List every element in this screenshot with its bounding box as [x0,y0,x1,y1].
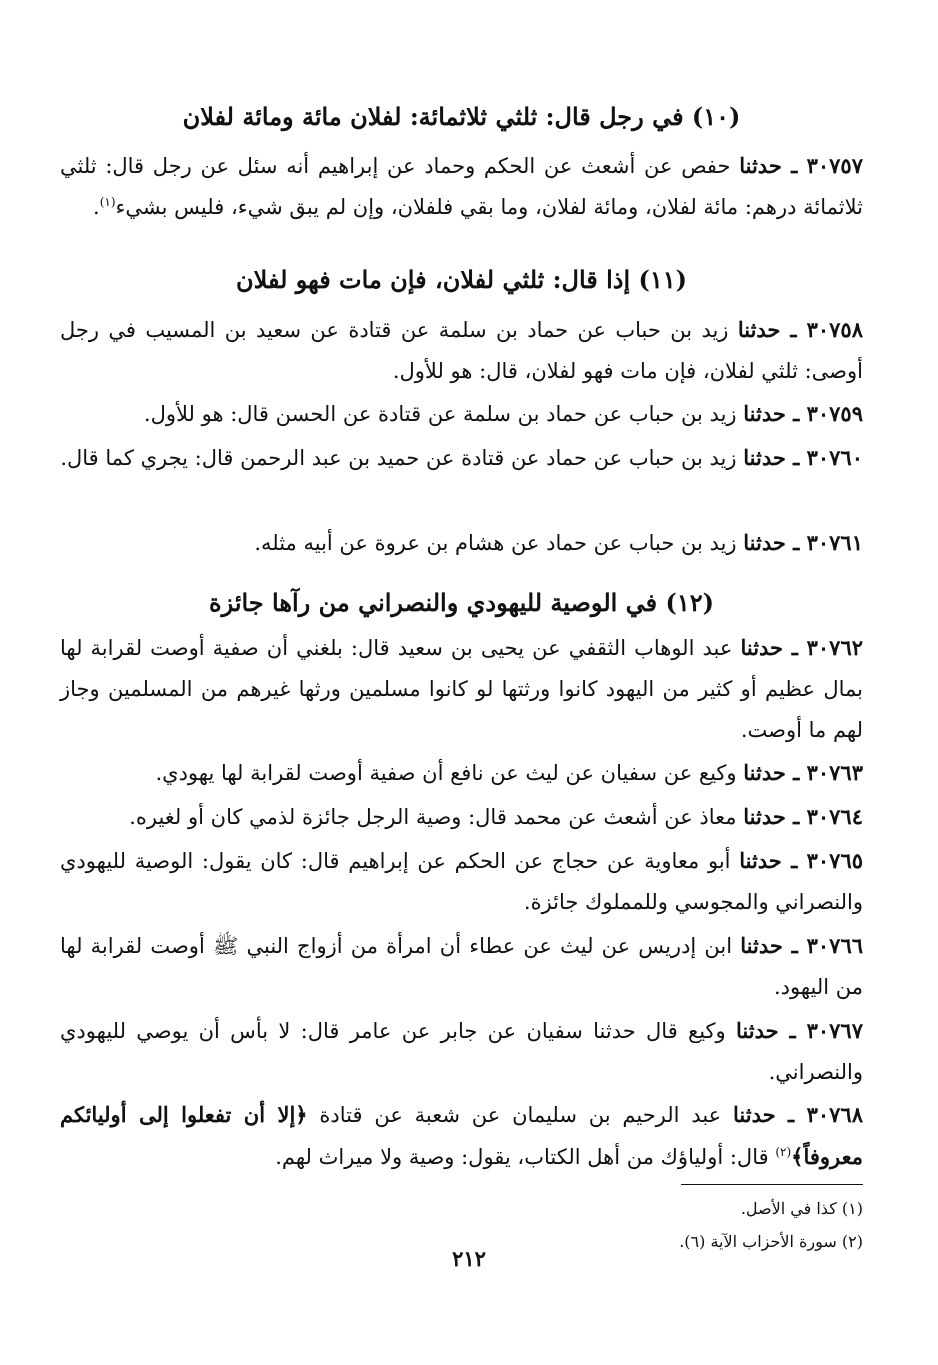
hadith-prefix: ـ حدثنا [743,760,807,785]
footnote-marker: (٢) [775,1145,792,1159]
hadith-text-after: قال: أولياؤك من أهل الكتاب، يقول: وصية ولا ميراث لهم. [275,1145,776,1169]
hadith-text: زيد بن حباب عن حماد بن سلمة عن قتادة عن سعيد بن المسيب في رجل أوصى: ثلثي لفلان، فإن مات فهو لفلان، قال: هو للأول. [60,318,863,383]
hadith-number: ٣٠٧٥٨ [806,317,863,342]
hadith-prefix: ـ حدثنا [737,317,807,342]
hadith-30768 [60,1094,863,1178]
hadith-prefix: ـ حدثنا [739,848,807,873]
hadith-number: ٣٠٧٦٤ [806,804,863,829]
quran-verse: ﴿إلا أن تفعلوا إلى أوليائكم معروفاً﴾ [60,1102,863,1169]
hadith-prefix: ـ حدثنا [739,153,807,178]
hadith-30759 [60,393,863,435]
hadith-prefix: ـ حدثنا [735,1018,807,1043]
footnote-marker: (١) [99,195,116,209]
hadith-text: حفص عن أشعث عن الحكم وحماد عن إبراهيم أنه سئل عن رجل قال: ثلثي ثلاثمائة درهم: مائة لفلان، ومائة لفلان، وما بقي فلفلان، وإن لم يبق شيء، فليس بشيء [60,154,863,219]
hadith-text: وكيع عن سفيان عن ليث عن نافع أن صفية أوصت لقرابة لها يهودي. [155,761,744,785]
hadith-text: معاذ عن أشعث عن محمد قال: وصية الرجل جائزة لذمي كان أو لغيره. [129,805,744,829]
section-heading-10: (١٠) في رجل قال: ثلثي ثلاثمائة: لفلان مائة ومائة لفلان [182,102,741,131]
hadith-30761 [60,522,863,564]
hadith-prefix: ـ حدثنا [732,1102,807,1127]
section-heading-11: (١١) إذا قال: ثلثي لفلان، فإن مات فهو لفلان [236,265,687,294]
hadith-text: وكيع قال حدثنا سفيان عن جابر عن عامر قال: لا بأس أن يوصي لليهودي والنصراني. [60,1019,863,1084]
section-heading-12: (١٢) في الوصية لليهودي والنصراني من رآها جائزة [209,588,714,617]
hadith-30758 [60,309,863,392]
hadith-30767 [60,1010,863,1093]
hadith-30757 [60,145,863,228]
hadith-end: . [93,195,100,219]
hadith-number: ٣٠٧٥٧ [806,153,863,178]
hadith-number: ٣٠٧٦٦ [806,933,864,958]
hadith-text: زيد بن حباب عن حماد عن هشام بن عروة عن أبيه مثله. [254,531,744,555]
footnote-1: (١) كذا في الأصل. [740,1199,863,1218]
hadith-prefix: ـ حدثنا [740,635,807,660]
hadith-number: ٣٠٧٦٢ [806,635,864,660]
hadith-number: ٣٠٧٦٣ [806,760,863,785]
hadith-text: أبو معاوية عن حجاج عن الحكم عن إبراهيم قال: كان يقول: الوصية لليهودي والنصراني والمجوسي وللمملوك جائزة. [60,849,863,914]
hadith-text-before: عبد الرحيم بن سليمان عن شعبة عن قتادة [307,1103,733,1127]
footnote-2: (٢) سورة الأحزاب الآية (٦). [679,1232,863,1251]
hadith-text: زيد بن حباب عن حماد بن سلمة عن قتادة عن الحسن قال: هو للأول. [143,402,744,426]
hadith-prefix: ـ حدثنا [743,445,807,470]
hadith-number: ٣٠٧٦٥ [806,848,864,873]
hadith-number: ٣٠٧٦٠ [806,445,863,470]
hadith-prefix: ـ حدثنا [740,933,807,958]
hadith-prefix: ـ حدثنا [743,804,807,829]
hadith-text: عبد الوهاب الثقفي عن يحيى بن سعيد قال: بلغني أن صفية أوصت لقرابة لها بمال عظيم أو كثير من اليهود كانوا ورثتها لو كانوا مسلمين ورثها غيرهم من المسلمين وجاز لهم ما أوصت. [60,636,863,742]
page-number: ٢١٢ [452,1246,486,1271]
hadith-number: ٣٠٧٦٧ [806,1018,863,1043]
hadith-prefix: ـ حدثنا [743,401,807,426]
hadith-30762 [60,627,863,751]
hadith-30765 [60,840,863,923]
hadith-prefix: ـ حدثنا [743,530,807,555]
hadith-text: ابن إدريس عن ليث عن عطاء أن امرأة من أزواج النبي ﷺ أوصت لقرابة لها من اليهود. [60,934,863,999]
hadith-number: ٣٠٧٥٩ [806,401,863,426]
hadith-30766 [60,925,863,1008]
footnote-separator [681,1184,863,1185]
hadith-30763 [60,752,863,794]
hadith-30760 [60,437,863,479]
hadith-number: ٣٠٧٦١ [806,530,863,555]
hadith-text: زيد بن حباب عن حماد عن قتادة عن حميد بن عبد الرحمن قال: يجري كما قال. [60,446,744,470]
hadith-number: ٣٠٧٦٨ [806,1102,863,1127]
hadith-30764 [60,796,863,838]
